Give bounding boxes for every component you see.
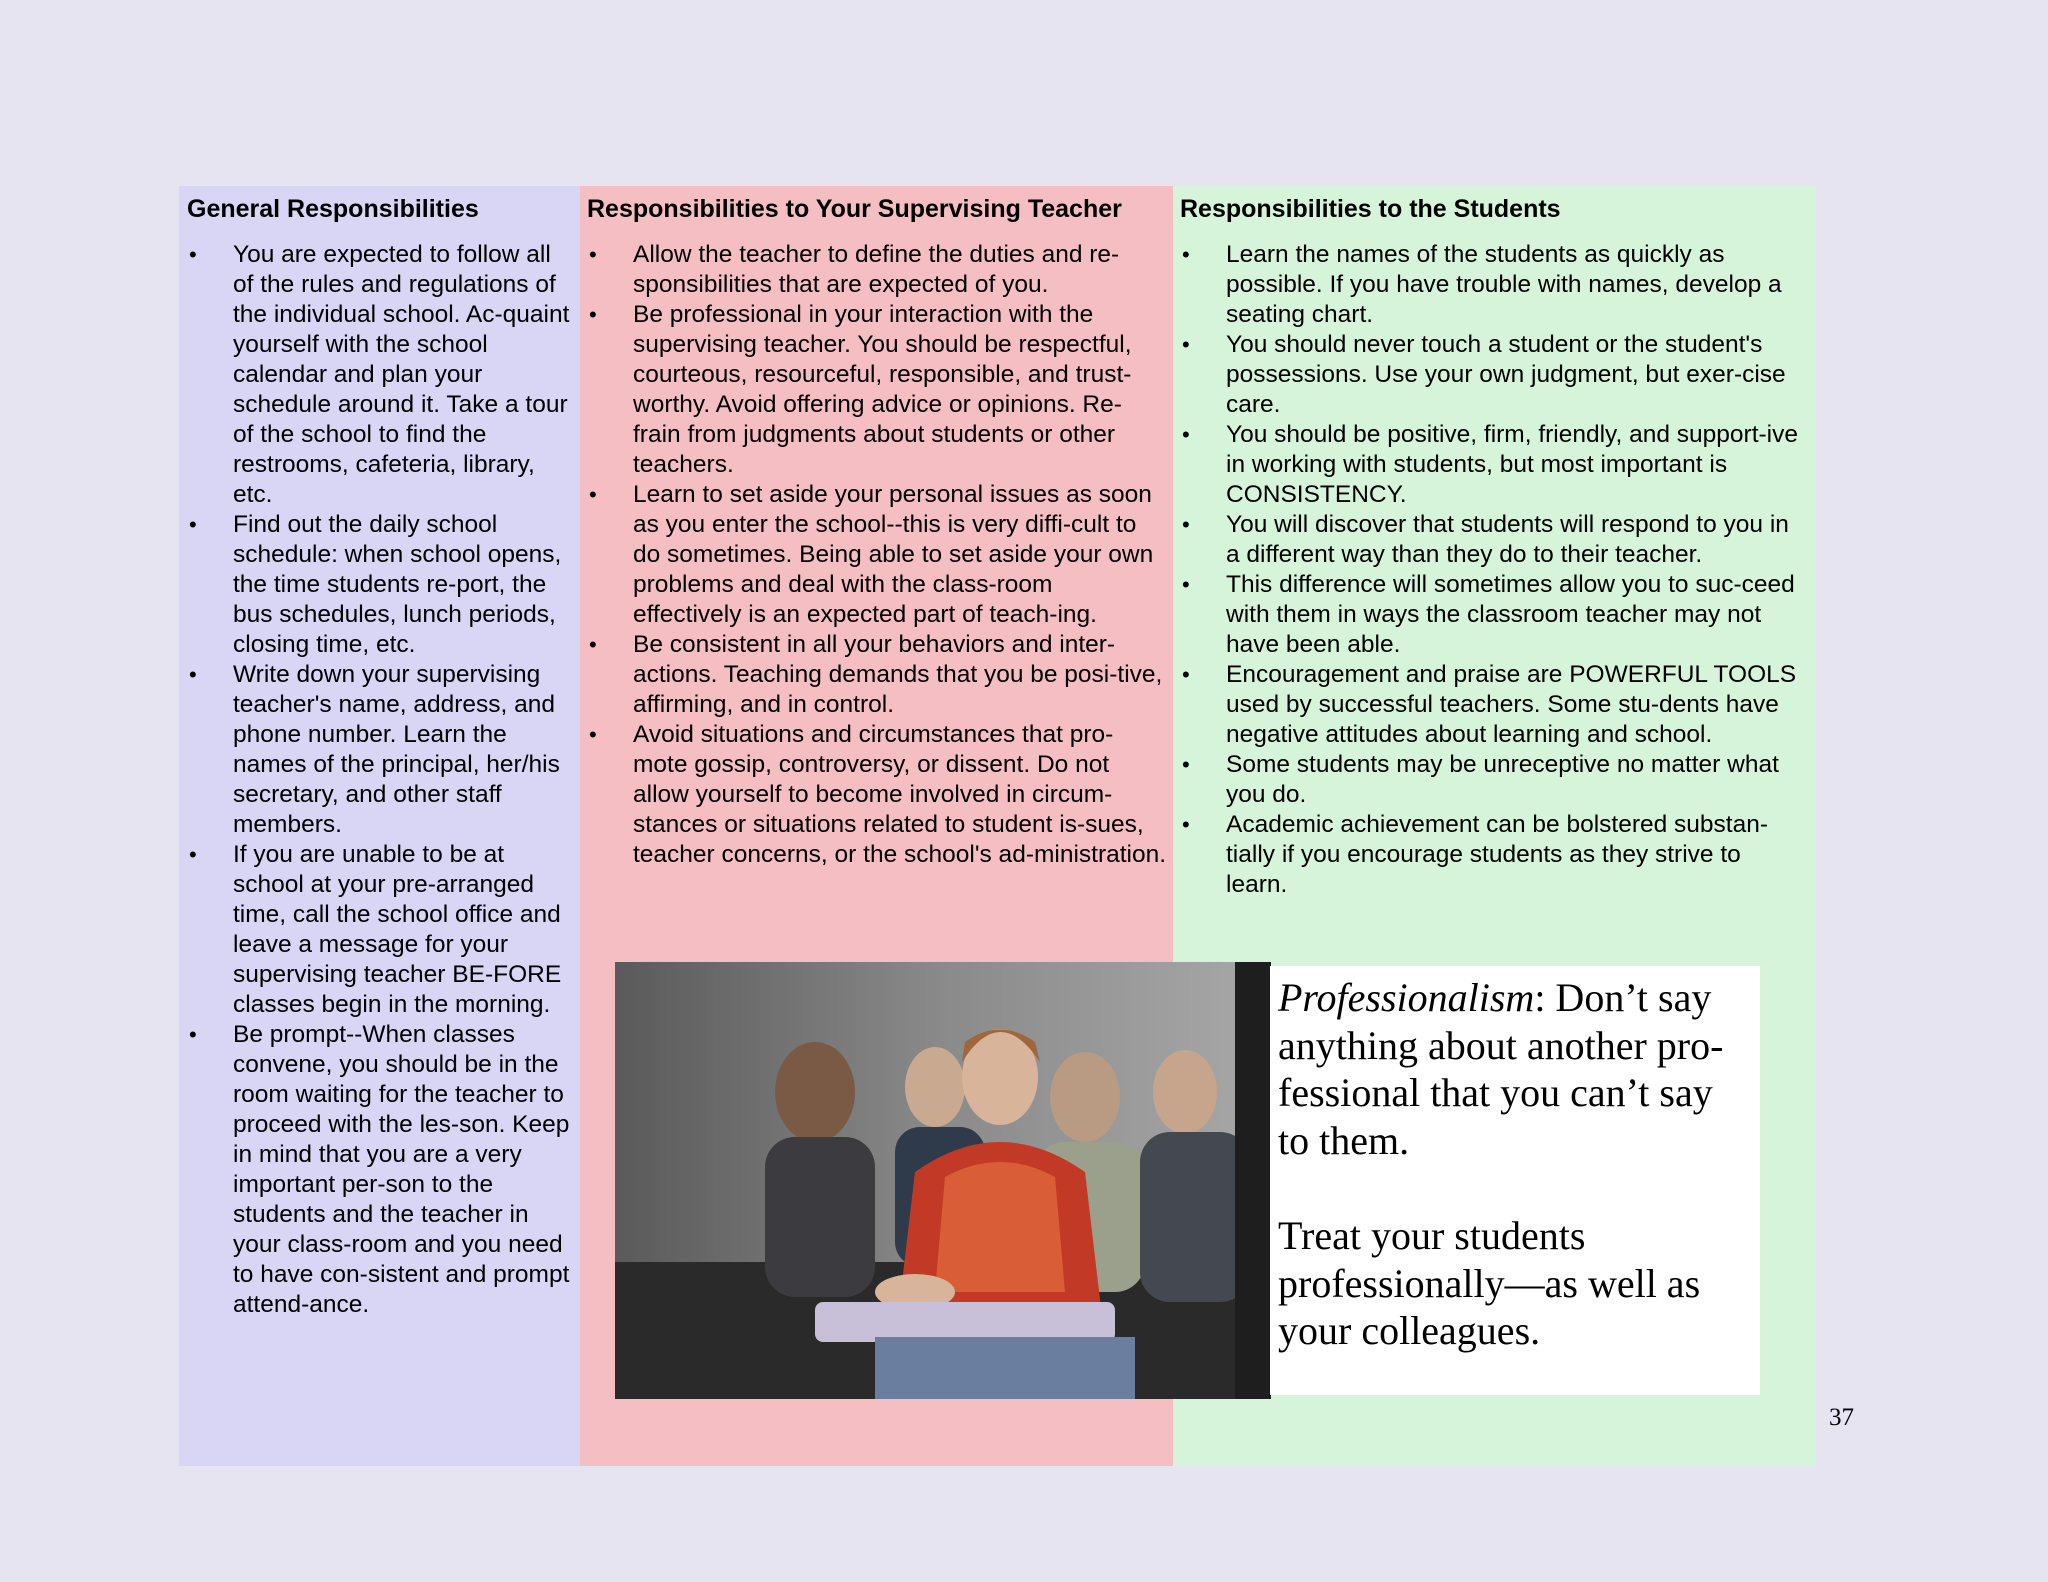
classroom-photo	[615, 962, 1271, 1399]
supervising-teacher-heading: Responsibilities to Your Supervising Teacher	[587, 195, 1122, 223]
list-item: • Be professional in your interaction with the supervising teacher. You should be respectful, courteous, resourceful, responsible, and trust-worthy. Avoid offering advice or opinions. Re-frain from judgments about students or other teachers.	[587, 300, 1167, 480]
list-item: • Be consistent in all your behaviors and inter-actions. Teaching demands that you be posi-tive, affirming, and in control.	[587, 630, 1167, 720]
list-item: • You should never touch a student or the student's possessions. Use your own judgment, but exer-cise care.	[1180, 330, 1805, 420]
list-item: • Some students may be unreceptive no matter what you do.	[1180, 750, 1805, 810]
list-item: • You are expected to follow all of the rules and regulations of the individual school. Ac-quaint yourself with the school calendar and plan your schedule around it. Take a tour of the school to find the restrooms, cafeteria, library, etc.	[187, 240, 573, 510]
list-item: • If you are unable to be at school at your pre-arranged time, call the school office and leave a message for your supervising teacher BE-FORE classes begin in the morning.	[187, 840, 573, 1020]
students-heading: Responsibilities to the Students	[1180, 195, 1561, 223]
list-item: • Learn the names of the students as quickly as possible. If you have trouble with names, develop a seating chart.	[1180, 240, 1805, 330]
supervising-teacher-list	[587, 240, 1167, 870]
list-item: • Find out the daily school schedule: when school opens, the time students re-port, the bus schedules, lunch periods, closing time, etc.	[187, 510, 573, 660]
list-item: • You should be positive, firm, friendly, and support-ive in working with students, but most important is CONSISTENCY.	[1180, 420, 1805, 510]
list-item: • Write down your supervising teacher's name, address, and phone number. Learn the names of the principal, her/his secretary, and other staff members.	[187, 660, 573, 840]
list-item: • Learn to set aside your personal issues as soon as you enter the school--this is very diffi-cult to do sometimes. Being able to set aside your own problems and deal with the class-room effectively is an expected part of teach-ing.	[587, 480, 1167, 630]
general-responsibilities-list	[187, 240, 573, 1320]
quote-paragraph-1	[1278, 974, 1752, 1164]
list-item: • Allow the teacher to define the duties and re-sponsibilities that are expected of you.	[587, 240, 1167, 300]
quote-text: : Don’t say anything about another pro-fessional that you can’t say to them.	[1278, 975, 1724, 1163]
students-list	[1180, 240, 1805, 900]
list-item: • Be prompt--When classes convene, you should be in the room waiting for the teacher to proceed with the les-son. Keep in mind that you are a very important per-son to the students and the teacher in your class-room and you need to have con-sistent and prompt attend-ance.	[187, 1020, 573, 1320]
list-item: • Encouragement and praise are POWERFUL TOOLS used by successful teachers. Some stu-dents have negative attitudes about learning and school.	[1180, 660, 1805, 750]
list-item: • Academic achievement can be bolstered substan-tially if you encourage students as they strive to learn.	[1180, 810, 1805, 900]
professionalism-quote-box	[1270, 966, 1760, 1395]
general-responsibilities-heading: General Responsibilities	[187, 195, 479, 223]
quote-term: Professionalism	[1278, 975, 1535, 1020]
list-item: • Avoid situations and circumstances that pro-mote gossip, controversy, or dissent. Do not allow yourself to become involved in circum-stances or situations related to student is-sues, teacher concerns, or the school's ad-ministration.	[587, 720, 1167, 870]
page-number: 37	[1829, 1404, 1854, 1431]
list-item: • You will discover that students will respond to you in a different way than they do to their teacher.	[1180, 510, 1805, 570]
quote-paragraph-2: Treat your students professionally—as well as your colleagues.	[1278, 1213, 1701, 1353]
list-item: • This difference will sometimes allow you to suc-ceed with them in ways the classroom teacher may not have been able.	[1180, 570, 1805, 660]
